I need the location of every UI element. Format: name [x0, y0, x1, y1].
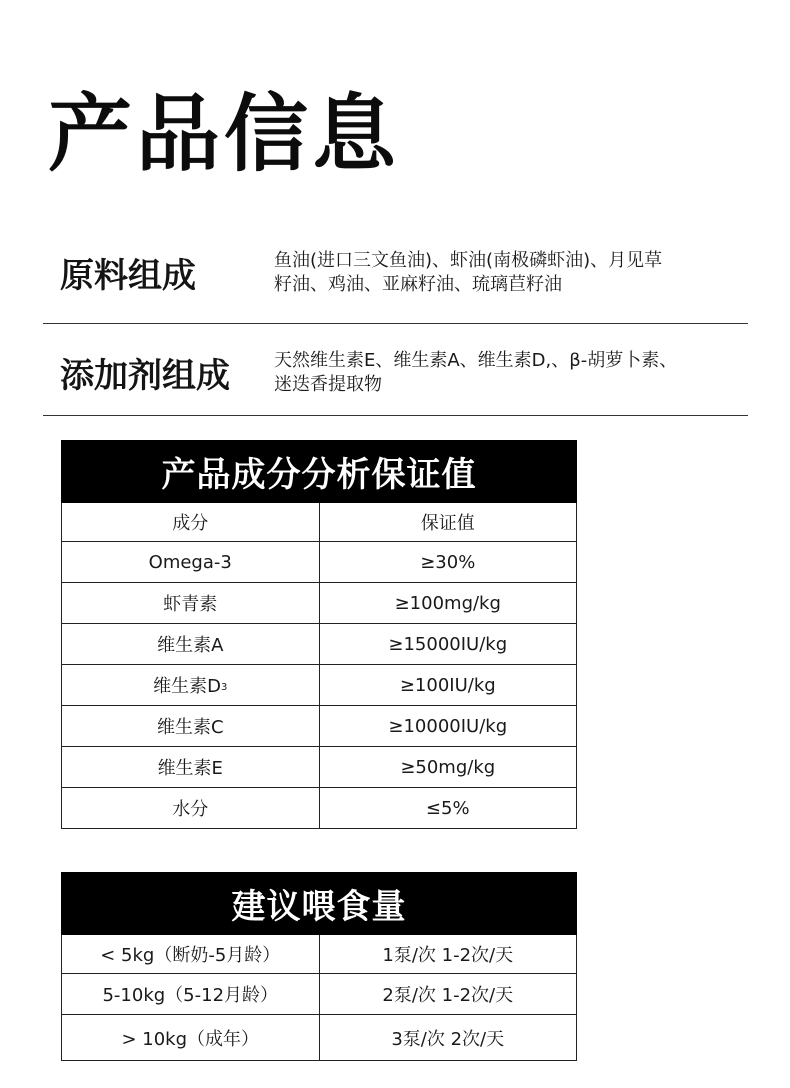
component-value: ≥100mg/kg	[319, 583, 577, 623]
component-value: ≥100IU/kg	[319, 665, 577, 705]
additives-value	[274, 349, 724, 397]
component-name: 水分	[172, 799, 209, 820]
table-header-row	[62, 503, 576, 541]
ingredients-label: 原料组成	[60, 256, 196, 296]
analysis-table-body	[61, 503, 577, 829]
header-guaranteed-value: 保证值	[319, 503, 577, 541]
feeding-table	[61, 872, 577, 1061]
ingredients-line-1: 鱼油(进口三文鱼油)、虾油(南极磷虾油)、月见草	[274, 250, 663, 271]
component-value: ≥10000IU/kg	[319, 706, 577, 746]
subscript: 3	[221, 681, 228, 693]
table-row	[62, 787, 576, 828]
additives-line-2: 迷迭香提取物	[274, 374, 382, 395]
table-row	[62, 705, 576, 746]
component-value: ≤5%	[319, 788, 577, 828]
component-name-text: 维生素D	[153, 676, 221, 697]
weight-range: 5-10kg（5-12月龄）	[102, 985, 279, 1006]
component-name: Omega-3	[148, 551, 232, 573]
analysis-table-title: 产品成分分析保证值	[61, 440, 577, 503]
component-name: 维生素E	[157, 758, 223, 779]
page-title: 产品信息	[48, 85, 401, 183]
additives-line-1: 天然维生素E、维生素A、维生素D,、β-胡萝卜素、	[274, 350, 678, 371]
table-row	[62, 582, 576, 623]
feeding-dose: 1泵/次 1-2次/天	[319, 935, 577, 973]
header-component: 成分	[172, 513, 209, 534]
component-value: ≥30%	[319, 542, 577, 582]
divider-2	[43, 415, 748, 416]
table-row	[62, 1014, 576, 1060]
weight-range: > 10kg（成年）	[121, 1028, 260, 1050]
component-name	[62, 665, 319, 705]
table-row	[62, 973, 576, 1014]
feeding-table-body	[61, 935, 577, 1061]
ingredients-value	[274, 249, 724, 297]
table-row	[62, 935, 576, 973]
feeding-dose: 2泵/次 1-2次/天	[319, 974, 577, 1014]
component-name: 虾青素	[163, 594, 218, 615]
weight-range: < 5kg（断奶-5月龄）	[100, 945, 281, 966]
component-name: 维生素C	[156, 717, 224, 738]
analysis-table	[61, 440, 577, 829]
component-value: ≥15000IU/kg	[319, 624, 577, 664]
ingredients-line-2: 籽油、鸡油、亚麻籽油、琉璃苣籽油	[274, 274, 562, 295]
feeding-table-title: 建议喂食量	[61, 872, 577, 935]
table-row	[62, 746, 576, 787]
component-name: 维生素A	[157, 635, 224, 656]
divider-1	[43, 323, 748, 324]
table-row	[62, 664, 576, 705]
component-value: ≥50mg/kg	[319, 747, 577, 787]
table-row	[62, 541, 576, 582]
additives-label: 添加剂组成	[60, 356, 230, 396]
table-row	[62, 623, 576, 664]
feeding-dose: 3泵/次 2次/天	[319, 1015, 577, 1060]
